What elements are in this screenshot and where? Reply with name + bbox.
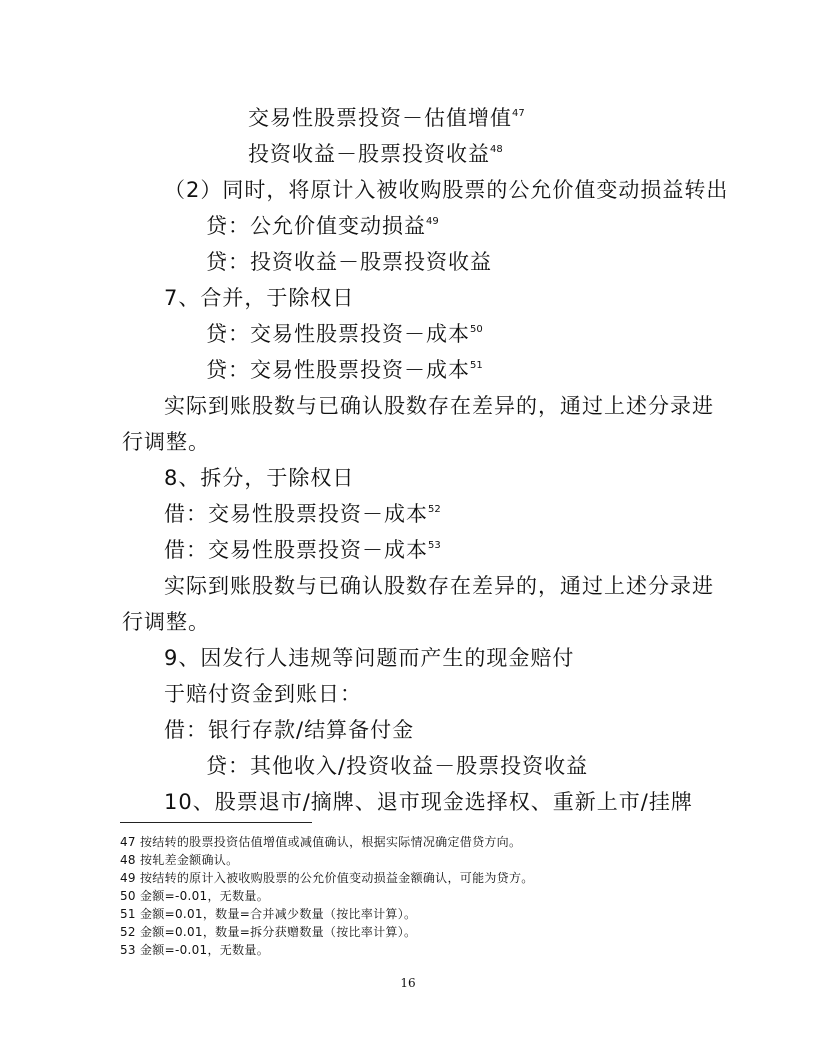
footnote-ref[interactable]: 48 — [490, 144, 503, 155]
body-line: 于赔付资金到账日： — [164, 682, 362, 706]
page-number: 16 — [400, 976, 416, 990]
footnote: 51 金额=0.01，数量=合并减少数量（按比率计算）。 — [120, 907, 417, 921]
footnote-ref[interactable]: 51 — [470, 360, 483, 371]
body-line: 贷：公允价值变动损益$^{49}$ — [206, 214, 439, 238]
body-line: 交易性股票投资－估值增值$^{47}$ — [248, 106, 525, 130]
footnote-separator — [120, 822, 312, 823]
footnote: 48 按轧差金额确认。 — [120, 853, 239, 867]
body-line: 借：银行存款/结算备付金 — [164, 718, 415, 742]
section-heading: 9、因发行人违规等问题而产生的现金赔付 — [164, 646, 575, 670]
body-line: 借：交易性股票投资－成本$^{52}$ — [164, 502, 441, 526]
footnote-ref[interactable]: 47 — [512, 108, 525, 119]
footnote: 47 按结转的股票投资估值增值或减值确认，根据实际情况确定借贷方向。 — [120, 835, 522, 849]
footnote-ref[interactable]: 49 — [426, 216, 439, 227]
footnote-ref[interactable]: 53 — [428, 540, 441, 551]
footnote: 49 按结转的原计入被收购股票的公允价值变动损益金额确认，可能为贷方。 — [120, 871, 534, 885]
body-line: 实际到账股数与已确认股数存在差异的，通过上述分录进 — [164, 574, 714, 598]
body-line: 贷：交易性股票投资－成本$^{50}$ — [206, 322, 483, 346]
section-heading: 8、拆分，于除权日 — [164, 466, 355, 490]
footnote-ref[interactable]: 52 — [428, 504, 441, 515]
footnote: 52 金额=0.01，数量=拆分获赠数量（按比率计算）。 — [120, 925, 417, 939]
body-line: 贷：交易性股票投资－成本$^{51}$ — [206, 358, 483, 382]
body-line: 贷：其他收入/投资收益－股票投资收益 — [206, 754, 589, 778]
footnote: 53 金额=-0.01，无数量。 — [120, 943, 269, 957]
body-line: 贷：投资收益－股票投资收益 — [206, 250, 492, 274]
section-heading: 10、股票退市/摘牌、退市现金选择权、重新上市/挂牌 — [164, 790, 693, 814]
body-line: （2）同时，将原计入被收购股票的公允价值变动损益转出 — [164, 178, 729, 202]
body-line: 投资收益－股票投资收益$^{48}$ — [248, 142, 503, 166]
body-line: 借：交易性股票投资－成本$^{53}$ — [164, 538, 441, 562]
footnote: 50 金额=-0.01，无数量。 — [120, 889, 269, 903]
body-line: 行调整。 — [122, 430, 210, 454]
body-line: 行调整。 — [122, 610, 210, 634]
footnote-ref[interactable]: 50 — [470, 324, 483, 335]
body-line: 实际到账股数与已确认股数存在差异的，通过上述分录进 — [164, 394, 714, 418]
section-heading: 7、合并，于除权日 — [164, 286, 355, 310]
